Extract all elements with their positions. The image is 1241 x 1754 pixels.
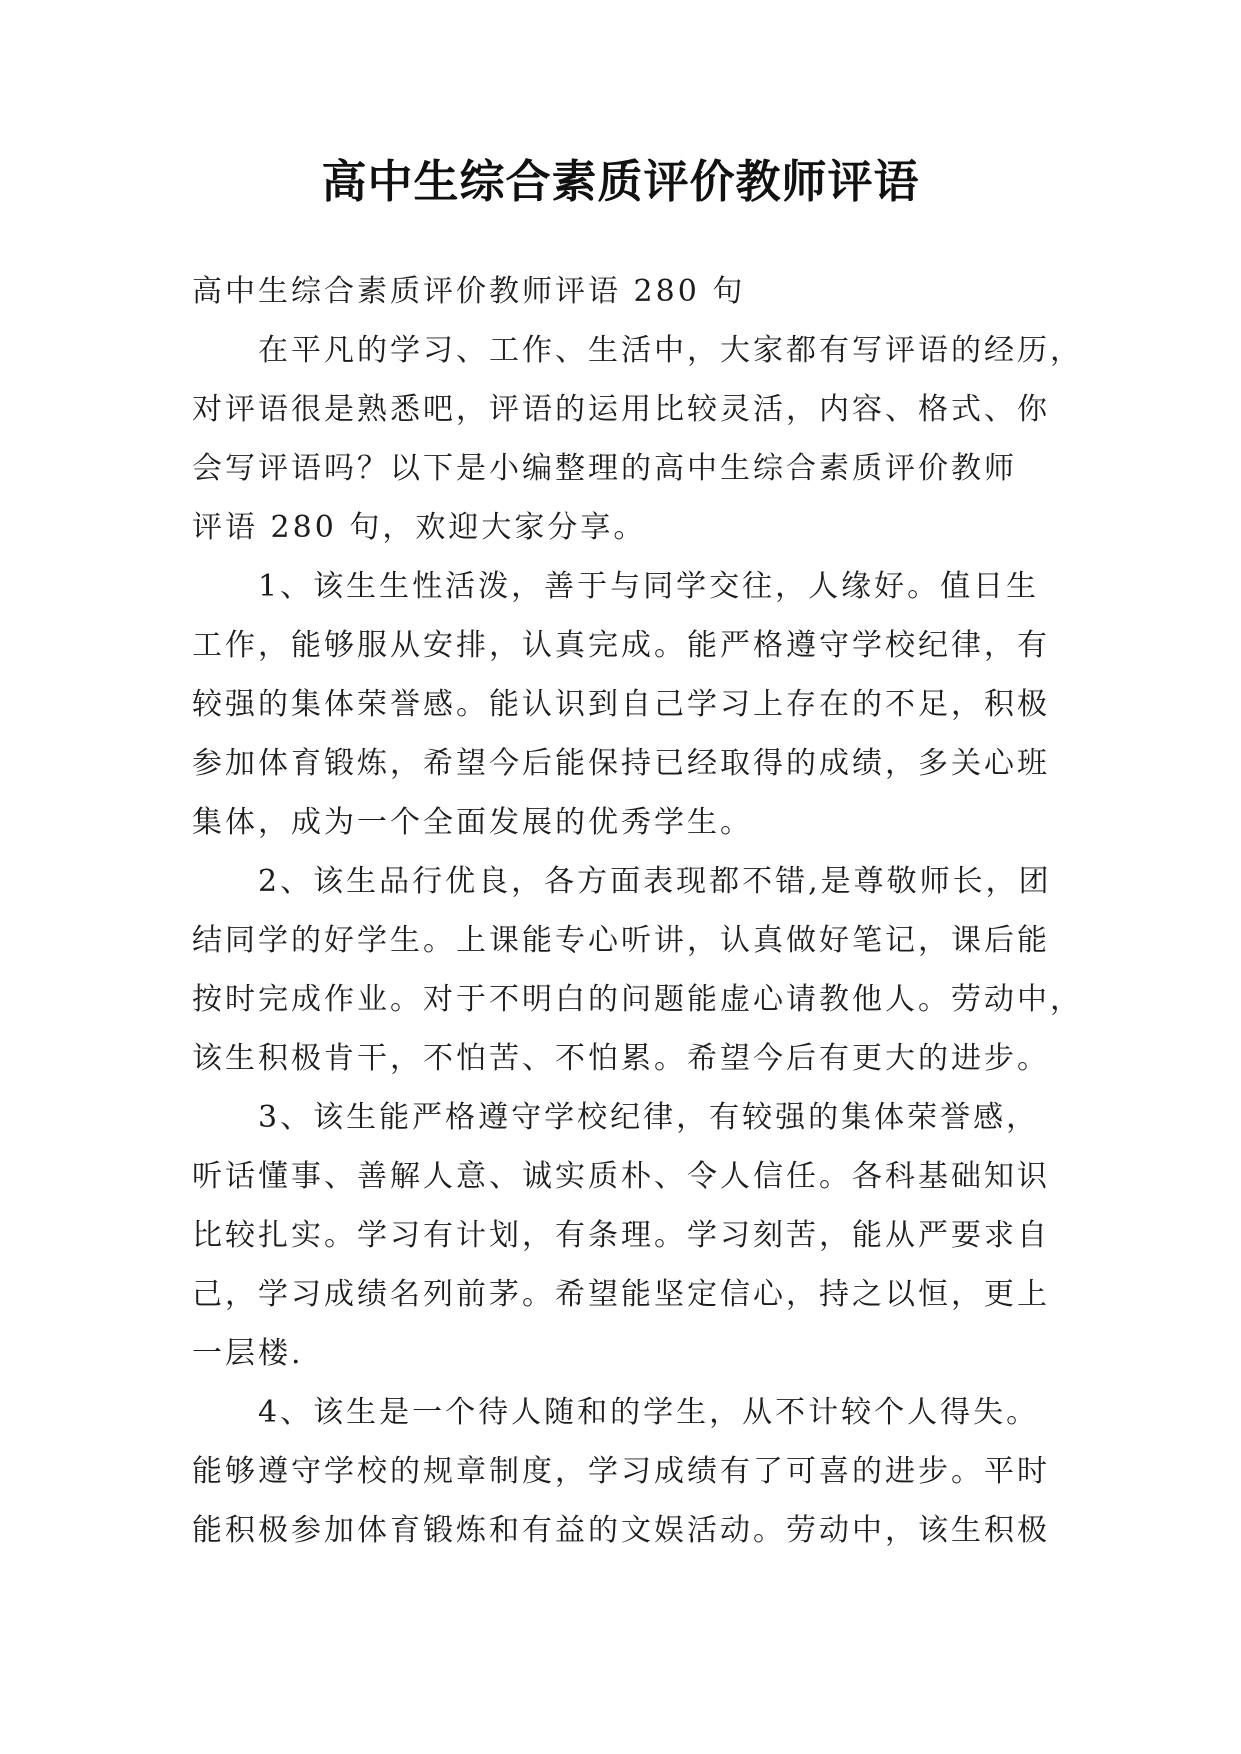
body-line: 能积极参加体育锻炼和有益的文娱活动。劳动中，该生积极 — [192, 1513, 1050, 1548]
body-line: 听话懂事、善解人意、诚实质朴、令人信任。各科基础知识 — [192, 1159, 1050, 1194]
body-line: 在平凡的学习、工作、生活中，大家都有写评语的经历， — [258, 333, 1083, 368]
body-line: 一层楼. — [192, 1336, 304, 1371]
body-line: 参加体育锻炼，希望今后能保持已经取得的成绩，多关心班 — [192, 746, 1050, 781]
document-body — [192, 262, 1083, 1560]
body-line: 1、该生生性活泼，善于与同学交往，人缘好。值日生 — [258, 569, 1040, 604]
body-line: 较强的集体荣誉感。能认识到自己学习上存在的不足，积极 — [192, 687, 1050, 722]
body-line: 4、该生是一个待人随和的学生，从不计较个人得失。 — [258, 1395, 1040, 1430]
body-line: 结同学的好学生。上课能专心听讲，认真做好笔记，课后能 — [192, 923, 1050, 958]
body-line: 工作，能够服从安排，认真完成。能严格遵守学校纪律，有 — [192, 628, 1050, 663]
document-title: 高中生综合素质评价教师评语 — [321, 155, 920, 208]
body-line: 能够遵守学校的规章制度，学习成绩有了可喜的进步。平时 — [192, 1454, 1050, 1489]
body-line: 集体，成为一个全面发展的优秀学生。 — [192, 805, 753, 840]
body-line: 高中生综合素质评价教师评语 280 句 — [192, 274, 746, 309]
body-line: 会写评语吗？以下是小编整理的高中生综合素质评价教师 — [192, 451, 1017, 486]
body-line: 2、该生品行优良，各方面表现都不错,是尊敬师长，团 — [258, 864, 1052, 899]
body-line: 对评语很是熟悉吧，评语的运用比较灵活，内容、格式、你 — [192, 392, 1050, 427]
body-line: 比较扎实。学习有计划，有条理。学习刻苦，能从严要求自 — [192, 1218, 1050, 1253]
body-line: 己，学习成绩名列前茅。希望能坚定信心，持之以恒，更上 — [192, 1277, 1050, 1312]
body-line: 该生积极肯干，不怕苦、不怕累。希望今后有更大的进步。 — [192, 1041, 1050, 1076]
body-line: 3、该生能严格遵守学校纪律，有较强的集体荣誉感， — [258, 1100, 1040, 1135]
body-line: 按时完成作业。对于不明白的问题能虚心请教他人。劳动中， — [192, 982, 1083, 1017]
body-line: 评语 280 句，欢迎大家分享。 — [192, 510, 647, 545]
